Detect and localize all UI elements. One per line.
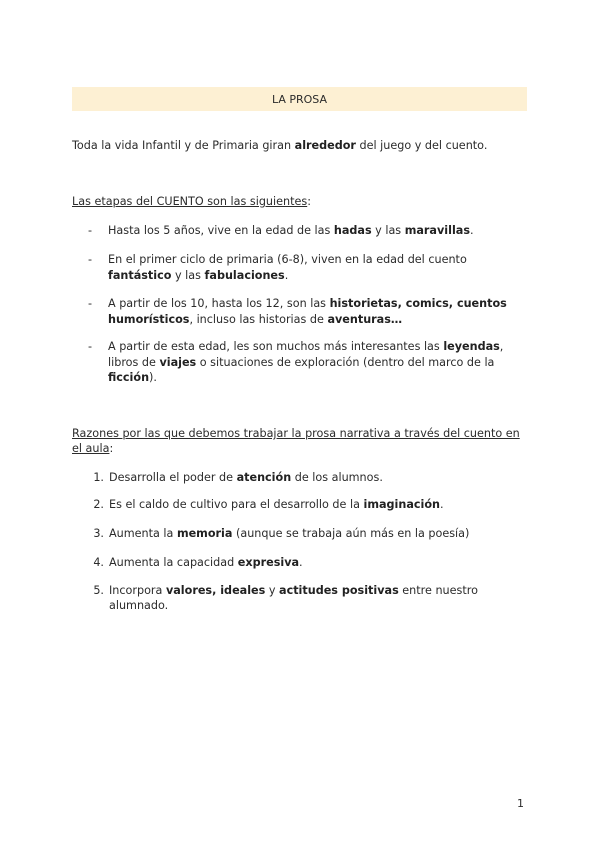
reason-number: 1. xyxy=(93,471,104,484)
text-run: Es el caldo de cultivo para el desarrollo de la xyxy=(109,498,364,511)
bold-text-run: aventuras… xyxy=(327,312,403,326)
reason-number: 4. xyxy=(93,556,104,569)
bold-text-run: fabulaciones xyxy=(204,268,285,282)
text-run: (aunque se trabaja aún más en la poesía) xyxy=(232,527,470,540)
intro-paragraph xyxy=(72,138,532,153)
bullet-dash: - xyxy=(88,224,93,237)
bold-text-run: ficción xyxy=(108,371,150,384)
text-run: , libros de xyxy=(108,340,504,369)
reason-text xyxy=(109,470,529,485)
reasons-heading-colon: : xyxy=(109,442,114,455)
stage-text xyxy=(108,252,518,283)
bold-text-run: expresiva xyxy=(237,556,300,569)
text-run: Incorpora xyxy=(109,584,166,597)
text-run: . xyxy=(469,224,474,237)
bold-text-run: valores, ideales xyxy=(165,584,266,597)
bold-text-run: imaginación xyxy=(363,498,441,511)
title-band xyxy=(72,87,527,111)
text-run: o situaciones de exploración (dentro del marco de la xyxy=(196,355,495,369)
bold-text-run: historietas, comics, cuentos humorísticos xyxy=(108,297,507,326)
bold-text-run: alrededor xyxy=(294,139,356,152)
text-run: ). xyxy=(149,371,157,384)
bold-text-run: memoria xyxy=(176,527,233,540)
stages-heading-text: Las etapas del CUENTO son las siguientes xyxy=(72,195,308,208)
page-title: LA PROSA xyxy=(271,92,328,106)
text-run: En el primer ciclo de primaria (6-8), viven en la edad del cuento xyxy=(108,253,467,266)
text-run: y las xyxy=(371,224,405,237)
stage-text xyxy=(108,296,518,327)
text-run: . xyxy=(440,498,444,511)
text-run: Toda la vida Infantil y de Primaria giran xyxy=(72,139,295,152)
reason-number: 3. xyxy=(93,527,104,540)
bold-text-run: leyendas xyxy=(443,340,500,353)
text-run: Hasta los 5 años, vive en la edad de las xyxy=(108,224,334,237)
text-run: del juego y del cuento. xyxy=(355,139,488,152)
stage-text xyxy=(108,339,518,386)
page-number: 1 xyxy=(517,797,524,810)
text-run: Desarrolla el poder de xyxy=(109,471,237,484)
reason-text xyxy=(109,497,529,512)
text-run: A partir de esta edad, les son muchos más interesantes las xyxy=(108,340,444,353)
stages-heading xyxy=(72,194,532,209)
bullet-dash: - xyxy=(88,253,93,266)
bold-text-run: atención xyxy=(236,471,292,484)
text-run: . xyxy=(284,268,289,282)
text-run: Aumenta la capacidad xyxy=(109,556,238,569)
reason-text xyxy=(109,555,529,570)
bold-text-run: fantástico xyxy=(108,268,172,282)
bold-text-run: actitudes positivas xyxy=(279,584,399,597)
text-run: , incluso las historias de xyxy=(189,312,328,326)
reason-number: 5. xyxy=(93,584,104,597)
text-run: A partir de los 10, hasta los 12, son las xyxy=(108,297,330,310)
text-run: Aumenta la xyxy=(109,527,177,540)
stage-text xyxy=(108,223,518,239)
reason-number: 2. xyxy=(93,498,104,511)
bold-text-run: viajes xyxy=(159,355,197,369)
reasons-heading-text: Razones por las que debemos trabajar la prosa narrativa a través del cuento en el aula xyxy=(72,427,520,455)
bullet-dash: - xyxy=(88,297,93,310)
bullet-dash: - xyxy=(88,340,93,353)
bold-text-run: hadas xyxy=(333,224,372,237)
reason-text xyxy=(109,583,529,613)
text-run: y las xyxy=(171,268,205,282)
reason-text xyxy=(109,526,529,541)
bold-text-run: maravillas xyxy=(404,224,470,237)
text-run: . xyxy=(299,556,303,569)
stages-heading-colon: : xyxy=(307,195,311,208)
text-run: de los alumnos. xyxy=(291,471,383,484)
text-run: entre nuestro alumnado. xyxy=(109,584,478,612)
text-run: y xyxy=(265,584,280,597)
reasons-heading xyxy=(72,426,522,456)
